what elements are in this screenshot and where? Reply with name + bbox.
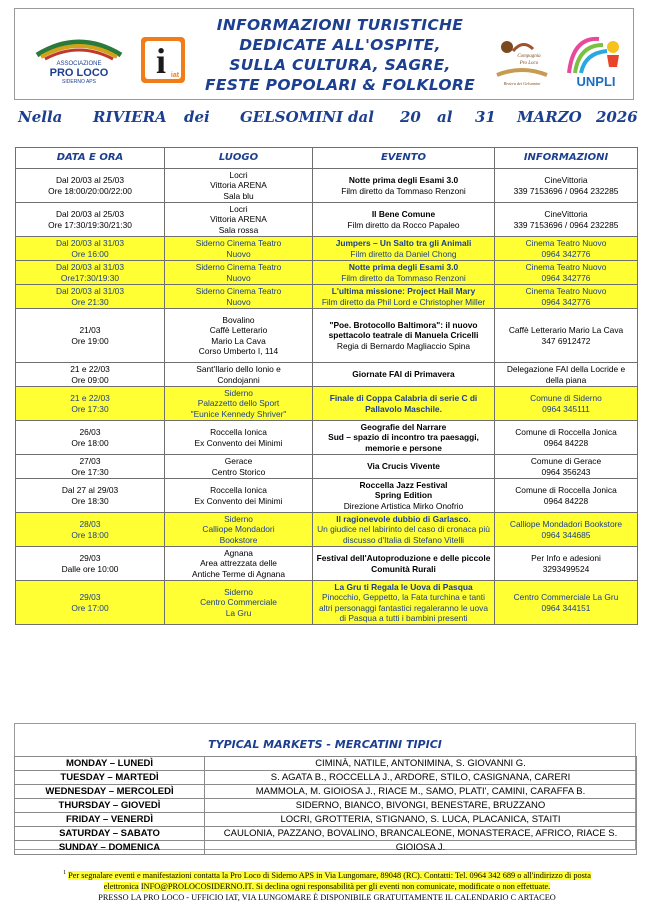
event-info-line: Delegazione FAI della Locride e xyxy=(506,364,626,375)
market-row xyxy=(15,841,637,855)
event-date-line: 21 e 22/03 xyxy=(70,364,110,375)
header-title-line: DEDICATE ALL'OSPITE, xyxy=(239,36,441,54)
event-place-line: Vittoria ARENA xyxy=(210,214,267,225)
event-row xyxy=(16,421,638,455)
markets-title: TYPICAL MARKETS - MERCATINI TIPICI xyxy=(208,738,442,751)
event-title-line: Finale di Coppa Calabria di serie C di xyxy=(329,393,478,404)
event-row xyxy=(16,309,638,363)
market-places: S. AGATA B., ROCCELLA J., ARDORE, STILO, CASIGNANA, CARERI xyxy=(205,771,637,785)
event-place-line: Roccella Ionica xyxy=(210,485,267,496)
event-name-cell xyxy=(313,547,495,581)
event-date-line: 29/03 xyxy=(79,592,101,603)
event-name-cell xyxy=(313,479,495,513)
footer-disclaimer: . Si declina ogni responsabilità per gli eventi non comunicate, modificate o non effettuate. xyxy=(251,881,551,891)
event-place-cell xyxy=(165,479,313,513)
event-title-line: Festival dell'Autoproduzione e delle piccole xyxy=(316,553,491,564)
footer-line-3: PRESSO LA PRO LOCO - UFFICIO IAT, VIA LUNGOMARE È DISPONIBILE GRATUITAMENTE IL CALENDARIO C ARTACEO xyxy=(98,892,556,902)
event-place-line: Centro Commerciale xyxy=(200,597,277,608)
event-date-cell xyxy=(16,387,165,421)
iat-logo-word: iat xyxy=(170,72,180,79)
event-place-cell xyxy=(165,363,313,387)
market-row xyxy=(15,785,637,799)
footer-mark: 1 xyxy=(63,870,67,876)
market-day: TUESDAY – MARTEDÌ xyxy=(15,771,205,785)
event-info-line: Comune di Roccella Jonica xyxy=(515,485,617,496)
event-place-line: Locri xyxy=(229,203,248,214)
event-place-line: La Gru xyxy=(225,607,252,618)
events-table xyxy=(15,147,638,625)
event-row xyxy=(16,237,638,261)
event-date-cell xyxy=(16,455,165,479)
event-title-line: Sud – spazio di incontro tra paesaggi, xyxy=(328,432,479,443)
footer-line-2 xyxy=(18,881,636,892)
subtitle-word: 2026 xyxy=(596,108,638,126)
event-row xyxy=(16,261,638,285)
event-info-line: Comune di Siderno xyxy=(530,393,602,404)
market-places: GIOIOSA J. xyxy=(205,841,637,855)
event-info-cell xyxy=(495,285,638,309)
event-date-line: Ore 16:00 xyxy=(71,248,109,259)
event-info-cell xyxy=(495,237,638,261)
event-place-cell xyxy=(165,547,313,581)
event-info-cell xyxy=(495,421,638,455)
event-place-line: Caffè Letterario xyxy=(209,325,268,336)
event-place-cell xyxy=(165,387,313,421)
header-box xyxy=(14,8,634,100)
event-info-cell xyxy=(495,363,638,387)
event-name-cell xyxy=(313,203,495,237)
event-place-line: Sant'Ilario dello Ionio e xyxy=(196,364,281,375)
market-places: CIMINÀ, NATILE, ANTONIMINA, S. GIOVANNI G. xyxy=(205,757,637,771)
market-day: MONDAY – LUNEDÌ xyxy=(15,757,205,771)
event-info-line: 339 7153696 / 0964 232285 xyxy=(513,219,619,230)
event-date-line: Dal 20/03 al 31/03 xyxy=(56,286,124,297)
event-info-cell xyxy=(495,479,638,513)
event-date-cell xyxy=(16,169,165,203)
event-row xyxy=(16,285,638,309)
association-logo xyxy=(493,35,551,87)
association-logo-line2: Pro Loco xyxy=(519,61,539,66)
event-place-line: Siderno xyxy=(224,513,253,524)
event-desc-line: di Pasqua a tutti i bambini presenti xyxy=(339,612,468,623)
event-date-line: Dal 20/03 al 31/03 xyxy=(56,262,124,273)
event-place-line: Nuovo xyxy=(226,248,251,259)
event-place-line: Gerace xyxy=(224,456,253,467)
event-date-line: Dal 20/03 al 25/03 xyxy=(56,209,124,220)
event-info-line: 347 6912472 xyxy=(541,335,591,346)
event-place-line: Sala rossa xyxy=(218,224,259,235)
event-info-cell xyxy=(495,261,638,285)
event-place-line: Siderno Cinema Teatro xyxy=(195,238,282,249)
event-name-cell xyxy=(313,421,495,455)
event-date-line: Ore 18:00 xyxy=(71,437,109,448)
subtitle-word: RIVIERA xyxy=(93,108,167,126)
event-place-cell xyxy=(165,285,313,309)
event-row xyxy=(16,581,638,625)
event-title-line: spettacolo teatrale di Manuela Cricelli xyxy=(328,330,479,341)
event-date-cell xyxy=(16,513,165,547)
event-info-line: Comune di Gerace xyxy=(530,456,602,467)
event-date-cell xyxy=(16,309,165,363)
association-logo-line1: Compagnia xyxy=(517,54,541,59)
market-day: SUNDAY – DOMENICA xyxy=(15,841,205,855)
event-date-line: 27/03 xyxy=(79,456,101,467)
event-row xyxy=(16,203,638,237)
header-title-line: SULLA CULTURA, SAGRE, xyxy=(229,56,451,74)
event-row xyxy=(16,513,638,547)
market-places: SIDERNO, BIANCO, BIVONGI, BENESTARE, BRUZZANO xyxy=(205,799,637,813)
event-place-line: Vittoria ARENA xyxy=(210,180,267,191)
event-place-line: Condojanni xyxy=(217,374,260,385)
market-row xyxy=(15,827,637,841)
event-row xyxy=(16,479,638,513)
event-date-line: Ore 18:30 xyxy=(71,495,109,506)
event-info-cell xyxy=(495,387,638,421)
event-date-line: Dal 20/03 al 25/03 xyxy=(56,175,124,186)
event-info-line: 0964 345111 xyxy=(542,403,590,414)
event-title-line: memorie e persone xyxy=(365,442,442,453)
event-date-cell xyxy=(16,363,165,387)
event-place-line: Roccella Ionica xyxy=(210,427,267,438)
event-title-line: Notte prima degli Esami 3.0 xyxy=(348,175,459,186)
event-date-line: Ore 09:00 xyxy=(71,374,109,385)
event-date-line: Dal 20/03 al 31/03 xyxy=(56,238,124,249)
event-place-cell xyxy=(165,237,313,261)
event-info-line: Cinema Teatro Nuovo xyxy=(525,286,607,297)
event-date-line: 26/03 xyxy=(79,427,101,438)
event-place-cell xyxy=(165,581,313,625)
event-date-line: Dal 27 al 29/03 xyxy=(61,485,119,496)
event-info-line: 0964 344151 xyxy=(541,602,591,613)
event-info-line: Per Info e adesioni xyxy=(531,553,601,564)
event-place-line: Siderno Cinema Teatro xyxy=(195,286,282,297)
event-place-cell xyxy=(165,261,313,285)
market-day: WEDNESDAY – MERCOLEDÌ xyxy=(15,785,205,799)
event-place-line: Antiche Terme di Agnana xyxy=(192,568,285,579)
event-date-line: Ore 17:30/19:30/21:30 xyxy=(48,219,132,230)
event-date-line: Ore 17:00 xyxy=(71,602,109,613)
markets-table xyxy=(14,756,637,855)
event-desc-line: Film diretto da Rocco Papaleo xyxy=(347,219,460,230)
column-header-event: EVENTO xyxy=(313,148,495,169)
event-info-line: della piana xyxy=(545,374,587,385)
event-info-line: CineVittoria xyxy=(544,209,588,220)
subtitle-word: 31 xyxy=(475,108,496,126)
event-title-line: La Gru ti Regala le Uova di Pasqua xyxy=(334,581,473,592)
market-row xyxy=(15,813,637,827)
event-name-cell xyxy=(313,363,495,387)
event-desc-line: Film diretto da Tommaso Renzoni xyxy=(341,272,466,283)
event-info-cell xyxy=(495,203,638,237)
event-info-line: 0964 84228 xyxy=(543,495,589,506)
event-row xyxy=(16,169,638,203)
market-places: LOCRI, GROTTERIA, STIGNANO, S. LUCA, PLACANICA, STAITI xyxy=(205,813,637,827)
event-info-line: Caffè Letterario Mario La Cava xyxy=(508,325,624,336)
event-date-cell xyxy=(16,203,165,237)
event-title-line: Il ragionevole dubbio di Garlasco. xyxy=(336,513,471,524)
event-place-line: Palazzetto dello Sport xyxy=(197,398,280,409)
event-place-line: Ex Convento dei Minimi xyxy=(194,495,283,506)
event-name-cell xyxy=(313,387,495,421)
event-info-line: 3293499524 xyxy=(542,563,590,574)
footer-email-label: elettronica xyxy=(103,881,139,891)
header-title-line: FESTE POPOLARI & FOLKLORE xyxy=(204,76,476,94)
event-desc-line: Film diretto da Tommaso Renzoni xyxy=(341,185,466,196)
proloco-logo-name: PRO LOCO xyxy=(49,67,109,79)
event-date-line: Ore 19:00 xyxy=(71,335,109,346)
event-title-line: Pallavolo Maschile. xyxy=(365,403,442,414)
event-name-cell xyxy=(313,285,495,309)
event-place-line: Mario La Cava xyxy=(211,335,266,346)
event-place-line: Corso Umberto I, 114 xyxy=(198,345,279,356)
event-date-line: Ore 17:30 xyxy=(71,403,109,414)
event-place-cell xyxy=(165,421,313,455)
subtitle-word: MARZO xyxy=(517,108,582,126)
event-desc-line: Film diretto da Phil Lord e Christopher Miller xyxy=(321,296,486,307)
event-date-cell xyxy=(16,547,165,581)
subtitle-word: 20 xyxy=(400,108,421,126)
event-info-line: 339 7153696 / 0964 232285 xyxy=(513,185,619,196)
event-date-cell xyxy=(16,285,165,309)
event-date-line: Ore 21:30 xyxy=(71,296,109,307)
event-title-line: Il Bene Comune xyxy=(371,209,436,220)
event-title-line: L'ultima missione: Project Hail Mary xyxy=(331,286,476,297)
event-info-cell xyxy=(495,169,638,203)
event-info-line: Comune di Roccella Jonica xyxy=(515,427,617,438)
event-place-line: Nuovo xyxy=(226,296,251,307)
market-places: MAMMOLA, M. GIOIOSA J., RIACE M., SAMO, PLATI', CAMINI, CARAFFA B. xyxy=(205,785,637,799)
iat-logo-letter: i xyxy=(155,41,167,81)
proloco-logo xyxy=(31,33,127,85)
event-place-line: Locri xyxy=(229,169,248,180)
event-place-line: Sala blu xyxy=(223,190,254,201)
event-place-line: Bovalino xyxy=(222,314,255,325)
event-name-cell xyxy=(313,513,495,547)
event-row xyxy=(16,363,638,387)
event-row xyxy=(16,547,638,581)
event-date-line: 21 e 22/03 xyxy=(70,393,110,404)
event-place-cell xyxy=(165,309,313,363)
footer-email-link[interactable]: INFO@PROLOCOSIDERNO.IT xyxy=(140,881,252,891)
column-header-date: DATA E ORA xyxy=(16,148,165,169)
event-name-cell xyxy=(313,237,495,261)
event-title-line: Jumpers – Un Salto tra gli Animali xyxy=(335,238,472,249)
event-info-cell xyxy=(495,309,638,363)
event-place-cell xyxy=(165,169,313,203)
event-desc-line: Film diretto da Daniel Chong xyxy=(350,248,457,259)
event-title-line: Via Crucis Vivente xyxy=(367,461,440,472)
event-name-cell xyxy=(313,169,495,203)
iat-logo xyxy=(139,35,187,85)
event-date-line: Ore17:30/19:30 xyxy=(60,272,120,283)
event-desc-line: Regia di Bernardo Magliaccio Spina xyxy=(336,340,471,351)
event-info-cell xyxy=(495,513,638,547)
event-info-line: 0964 356243 xyxy=(541,466,591,477)
event-date-line: Ore 18:00 xyxy=(71,529,109,540)
event-title-line: Geografie del Narrare xyxy=(360,421,447,432)
event-row xyxy=(16,455,638,479)
event-date-line: Ore 18:00/20:00/22:00 xyxy=(48,185,132,196)
event-place-cell xyxy=(165,455,313,479)
event-info-cell xyxy=(495,455,638,479)
association-logo-line3: Riviera dei Gelsomini xyxy=(503,81,541,86)
event-info-line: Calliope Mondadori Bookstore xyxy=(509,519,623,530)
event-name-cell xyxy=(313,581,495,625)
event-date-line: Ore 17:30 xyxy=(71,466,109,477)
subtitle-word: Nella xyxy=(18,108,63,126)
event-date-line: 29/03 xyxy=(79,553,101,564)
header-title xyxy=(195,15,485,95)
market-day: SATURDAY – SABATO xyxy=(15,827,205,841)
footer-line-1 xyxy=(18,868,636,881)
event-desc-line: discusso d'Italia di Stefano Vitelli xyxy=(342,534,465,545)
footer-note xyxy=(18,868,636,903)
market-row xyxy=(15,757,637,771)
proloco-logo-top: ASSOCIAZIONE xyxy=(56,61,102,67)
column-header-place: LUOGO xyxy=(165,148,313,169)
event-name-cell xyxy=(313,455,495,479)
event-place-line: Calliope Mondadori xyxy=(202,524,275,535)
event-date-cell xyxy=(16,479,165,513)
event-date-cell xyxy=(16,421,165,455)
event-info-line: 0964 84228 xyxy=(543,437,589,448)
unpli-logo-text: UNPLI xyxy=(576,74,616,89)
market-day: THURSDAY – GIOVEDÌ xyxy=(15,799,205,813)
event-info-line: 0964 342776 xyxy=(541,248,591,259)
event-date-line: 21/03 xyxy=(79,325,101,336)
column-header-info: INFORMAZIONI xyxy=(495,148,638,169)
event-place-line: "Eunice Kennedy Shriver" xyxy=(190,408,287,419)
market-places: CAULONIA, PAZZANO, BOVALINO, BRANCALEONE, MONASTERACE, AFRICO, RIACE S. xyxy=(205,827,637,841)
event-title-line: Comunità Rurali xyxy=(371,563,436,574)
event-desc-line: altri personaggi fantastici regaleranno le uova xyxy=(318,602,488,613)
event-place-cell xyxy=(165,203,313,237)
event-info-line: Centro Commerciale La Gru xyxy=(513,592,619,603)
unpli-logo xyxy=(563,33,629,89)
event-place-line: Siderno xyxy=(224,586,253,597)
event-place-cell xyxy=(165,513,313,547)
event-place-line: Siderno xyxy=(224,387,253,398)
event-info-line: 0964 344685 xyxy=(541,529,591,540)
event-date-cell xyxy=(16,261,165,285)
event-date-cell xyxy=(16,237,165,261)
event-desc-line: Direzione Artistica Mirko Onofrio xyxy=(343,500,464,511)
event-info-line: 0964 342776 xyxy=(541,296,591,307)
event-place-line: Area attrezzata delle xyxy=(200,558,277,569)
event-row xyxy=(16,387,638,421)
event-date-line: Dalle ore 10:00 xyxy=(61,563,119,574)
subtitle-word: dei xyxy=(184,108,210,126)
subtitle-word: GELSOMINI xyxy=(240,108,344,126)
market-row xyxy=(15,799,637,813)
event-title-line: Notte prima degli Esami 3.0 xyxy=(348,262,459,273)
event-info-line: CineVittoria xyxy=(544,175,588,186)
event-place-line: Centro Storico xyxy=(211,466,266,477)
event-info-cell xyxy=(495,547,638,581)
event-title-line: Roccella Jazz Festival xyxy=(359,479,448,490)
event-place-line: Agnana xyxy=(224,547,253,558)
event-info-line: 0964 342776 xyxy=(541,272,591,283)
subtitle xyxy=(14,108,638,128)
header-title-line: INFORMAZIONI TURISTICHE xyxy=(216,16,464,34)
proloco-logo-sub: SIDERNO APS xyxy=(62,79,96,85)
event-place-line: Nuovo xyxy=(226,272,251,283)
event-title-line: "Poe. Brotocollo Baltimora": il nuovo xyxy=(329,319,478,330)
market-row xyxy=(15,771,637,785)
event-info-line: Cinema Teatro Nuovo xyxy=(525,262,607,273)
event-info-line: Cinema Teatro Nuovo xyxy=(525,238,607,249)
event-desc-line: Pinocchio, Geppetto, la Fata turchina e tanti xyxy=(322,592,485,603)
event-date-cell xyxy=(16,581,165,625)
event-title-line: Spring Edition xyxy=(374,490,433,501)
subtitle-word: al xyxy=(437,108,453,126)
event-place-line: Ex Convento dei Minimi xyxy=(194,437,283,448)
event-place-line: Bookstore xyxy=(219,534,258,545)
event-name-cell xyxy=(313,261,495,285)
market-day: FRIDAY – VENERDÌ xyxy=(15,813,205,827)
footer-contact-text: Per segnalare eventi e manifestazioni contatta la Pro Loco di Siderno APS in Via Lungomare, 89048 (RC). Contatti: Tel. 0964 342 689 o all'indirizzo di posta xyxy=(68,870,591,880)
event-place-line: Siderno Cinema Teatro xyxy=(195,262,282,273)
event-desc-line: Un giudice nel labirinto del caso di cronaca più xyxy=(317,524,490,535)
events-table-header xyxy=(16,148,638,169)
subtitle-word: dal xyxy=(348,108,374,126)
event-info-cell xyxy=(495,581,638,625)
event-date-line: 28/03 xyxy=(79,519,101,530)
event-title-line: Giornate FAI di Primavera xyxy=(352,369,455,380)
event-name-cell xyxy=(313,309,495,363)
